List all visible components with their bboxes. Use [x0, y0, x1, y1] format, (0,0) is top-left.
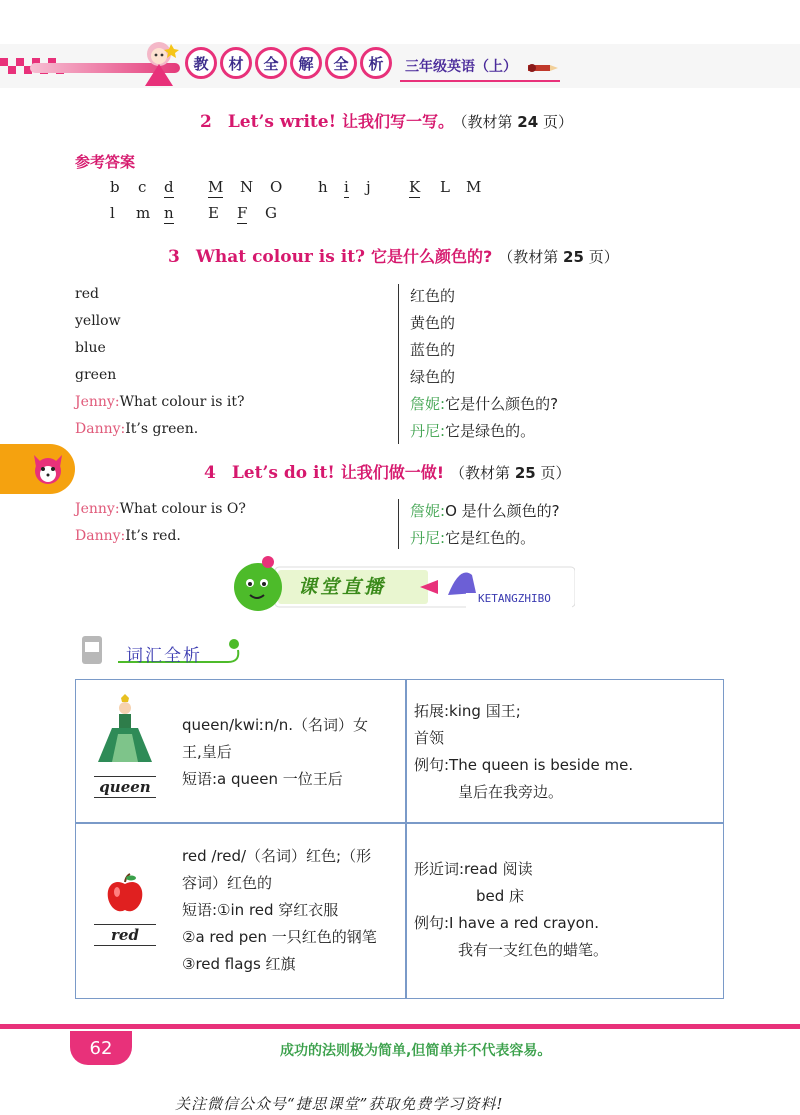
- answer-letter: h: [318, 178, 328, 196]
- header-badge: 全: [325, 47, 357, 79]
- vocab-row-en: green: [75, 367, 117, 383]
- definition-line: red /red/（名词）红色;（形: [182, 847, 372, 865]
- speaker-cn: 丹尼:: [410, 422, 446, 440]
- table-col-divider: [405, 680, 407, 998]
- definition-line: ②a red pen 一只红色的钢笔: [182, 928, 377, 946]
- answer-label: 参考答案: [75, 153, 136, 171]
- section-4-number: 4: [204, 463, 216, 483]
- word-label-queen: queen: [99, 778, 151, 796]
- answer-letter: l: [110, 204, 115, 222]
- note-line: 我有一支红色的蜡笔。: [458, 941, 609, 959]
- footer-line: [0, 1024, 800, 1029]
- vocab-row-en: blue: [75, 340, 106, 356]
- answer-letter-filled: d: [164, 178, 174, 196]
- answer-letter: M: [466, 178, 482, 196]
- header-underline: [400, 80, 560, 82]
- red-notes: [414, 856, 608, 964]
- note-line: 例句:I have a red crayon.: [414, 914, 600, 932]
- class-live-banner: [230, 555, 575, 617]
- dialog-line-cn: [410, 420, 535, 441]
- note-line: 皇后在我旁边。: [458, 783, 564, 801]
- answer-letter-filled: M: [208, 178, 224, 196]
- column-divider-1: [398, 284, 399, 444]
- vocab-row-cn: 蓝色的: [410, 341, 456, 359]
- speaker-cn: 詹妮:: [410, 395, 446, 413]
- queen-definition: [182, 712, 368, 793]
- section-3-number: 3: [168, 247, 180, 267]
- answer-letter-filled: F: [237, 204, 248, 222]
- section-4-title-cn: 让我们做一做!: [340, 463, 445, 482]
- note-line: 形近词:read 阅读: [414, 860, 533, 878]
- answer-letter: b: [110, 178, 120, 196]
- writing-lines: [94, 776, 156, 798]
- dialog-line-cn: [410, 527, 535, 548]
- word-label-red: red: [111, 926, 139, 944]
- answer-letter: L: [440, 178, 450, 196]
- section-2-ref: （教材第 24 页）: [460, 113, 573, 131]
- speaker-cn: 詹妮:: [410, 502, 446, 520]
- definition-line: ③red flags 红旗: [182, 955, 296, 973]
- dialog-text-en: What colour is O?: [119, 501, 246, 517]
- vocab-row-en: yellow: [75, 313, 121, 329]
- dialog-text-en: What colour is it?: [119, 394, 245, 410]
- dialog-line-en: [75, 528, 181, 544]
- answer-letter: c: [138, 178, 147, 196]
- answer-letter: j: [366, 178, 371, 196]
- header-badge: 教: [185, 47, 217, 79]
- section-3-ref: （教材第 25 页）: [498, 248, 619, 266]
- dialog-text-en: It’s green.: [125, 421, 199, 437]
- red-definition: [182, 843, 377, 978]
- note-line: 拓展:king 国王;: [414, 702, 521, 720]
- speaker-en: Jenny:: [75, 501, 120, 517]
- definition-line: queen/kwiːn/n.（名词）女: [182, 716, 369, 734]
- section-4-ref: （教材第 25 页）: [450, 464, 571, 482]
- section-3-title-cn: 它是什么颜色的?: [370, 247, 493, 266]
- speaker-en: Danny:: [75, 421, 126, 437]
- apple-illustration-icon: [104, 872, 146, 914]
- section-2-title-en: Let’s write!: [227, 112, 337, 132]
- answer-letters-row-1: [0, 178, 800, 200]
- speaker-en: Danny:: [75, 528, 126, 544]
- dialog-line-cn: [410, 393, 558, 414]
- banner-title: 课堂直播: [298, 576, 387, 598]
- header-badge: 材: [220, 47, 252, 79]
- answer-letter-filled: n: [164, 204, 174, 222]
- banner-subtitle: KETANGZHIBO: [478, 592, 551, 605]
- header-title-badges: [185, 47, 392, 79]
- dialog-line-en: [75, 501, 246, 517]
- note-line: bed 床: [476, 887, 525, 905]
- header-grade: 三年级英语（上）: [405, 59, 517, 75]
- vocab-row-cn: 绿色的: [410, 368, 456, 386]
- dialog-line-cn: [410, 500, 560, 521]
- note-line: 首领: [414, 729, 445, 747]
- header-badge: 析: [360, 47, 392, 79]
- answer-letter: m: [136, 204, 151, 222]
- table-row-divider: [76, 822, 723, 824]
- header-badge: 解: [290, 47, 322, 79]
- answer-letter: O: [270, 178, 283, 196]
- speaker-en: Jenny:: [75, 394, 120, 410]
- vocab-row-en: red: [75, 286, 99, 302]
- footer-note: 关注微信公众号“捷思课堂”获取免费学习资料!: [175, 1095, 504, 1113]
- pencil-icon: [528, 62, 560, 74]
- dialog-text-cn: O 是什么颜色的?: [445, 502, 560, 520]
- answer-letter: G: [265, 204, 277, 222]
- answer-letter-filled: i: [344, 178, 349, 196]
- queen-illustration-icon: [94, 694, 156, 764]
- section-3-heading: [168, 244, 619, 267]
- fairy-mascot-icon: [135, 38, 183, 88]
- section-3-title-en: What colour is it?: [195, 247, 366, 267]
- definition-line: 王,皇后: [182, 743, 232, 761]
- dialog-text-cn: 它是绿色的。: [445, 422, 536, 440]
- dialog-text-en: It’s red.: [125, 528, 181, 544]
- queen-notes: [414, 698, 633, 806]
- column-divider-2: [398, 499, 399, 549]
- answer-letter-filled: K: [409, 178, 421, 196]
- dialog-text-cn: 它是什么颜色的?: [445, 395, 559, 413]
- speaker-cn: 丹尼:: [410, 529, 446, 547]
- dialog-line-en: [75, 394, 244, 410]
- vocab-section-title: 词汇全析: [126, 646, 202, 666]
- dialog-text-cn: 它是红色的。: [445, 529, 536, 547]
- section-4-title-en: Let’s do it!: [231, 463, 335, 483]
- writing-lines: [94, 924, 156, 946]
- definition-line: 短语:①in red 穿红衣服: [182, 901, 339, 919]
- section-2-title-cn: 让我们写一写。: [341, 112, 454, 131]
- answer-letters-row-2: [0, 204, 800, 226]
- page-number: 62: [70, 1031, 132, 1065]
- section-4-heading: [204, 460, 571, 483]
- section-2-heading: [200, 109, 573, 132]
- fox-mascot-icon: [30, 451, 66, 487]
- note-line: 例句:The queen is beside me.: [414, 756, 634, 774]
- answer-letter: E: [208, 204, 219, 222]
- answer-letter: N: [240, 178, 254, 196]
- footer-motto: 成功的法则极为简单,但简单并不代表容易。: [280, 1043, 552, 1059]
- dialog-line-en: [75, 421, 198, 437]
- definition-line: 容词）红色的: [182, 874, 273, 892]
- vocab-row-cn: 红色的: [410, 287, 456, 305]
- section-2-number: 2: [200, 112, 212, 132]
- header-badge: 全: [255, 47, 287, 79]
- vocab-row-cn: 黄色的: [410, 314, 456, 332]
- definition-line: 短语:a queen 一位王后: [182, 770, 343, 788]
